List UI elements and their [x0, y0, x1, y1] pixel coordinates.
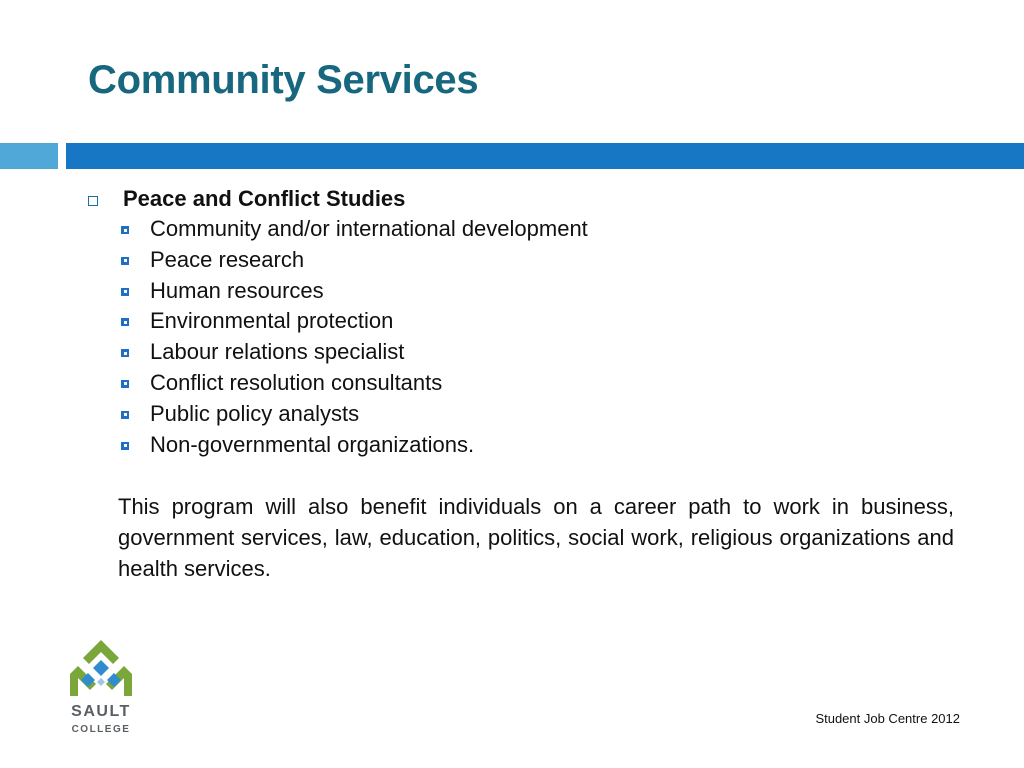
square-bullet-icon [121, 288, 129, 296]
square-bullet-icon [121, 226, 129, 234]
header-bar [66, 143, 1024, 169]
body-paragraph: This program will also benefit individuals on a career path to work in business, government services, law, education, politics, social work, religious organizations and health services. [118, 494, 954, 581]
list-item [88, 216, 968, 247]
footer-text: Student Job Centre 2012 [815, 711, 960, 726]
square-bullet-icon [121, 380, 129, 388]
level1-bullet-item [88, 186, 968, 216]
square-bullet-icon [121, 257, 129, 265]
hollow-square-bullet-icon [88, 196, 98, 206]
square-bullet-icon [121, 349, 129, 357]
list-item [88, 432, 968, 463]
list-item [88, 370, 968, 401]
list-item-text: Public policy analysts [150, 400, 360, 426]
square-bullet-icon [121, 318, 129, 326]
list-item [88, 308, 968, 339]
logo-text-sault: SAULT [71, 703, 131, 720]
header-bar-accent [0, 143, 58, 169]
list-item-text: Non-governmental organizations. [150, 431, 475, 457]
list-item-text: Labour relations specialist [150, 339, 405, 365]
logo-text-college: COLLEGE [71, 724, 131, 735]
square-bullet-icon [121, 411, 129, 419]
sault-college-logo [64, 638, 138, 742]
sub-bullet-list [88, 216, 968, 462]
list-item-text: Peace research [150, 246, 305, 272]
list-item-text: Environmental protection [150, 308, 394, 334]
square-bullet-icon [121, 442, 129, 450]
list-item-text: Conflict resolution consultants [150, 369, 443, 395]
list-item-text: Community and/or international development [150, 216, 588, 241]
slide-title: Community Services [88, 58, 479, 102]
list-item [88, 401, 968, 432]
list-item-text: Human resources [150, 277, 324, 303]
list-item [88, 278, 968, 309]
list-item [88, 247, 968, 278]
section-heading: Peace and Conflict Studies [123, 186, 406, 211]
list-item [88, 339, 968, 370]
content-area [88, 186, 968, 462]
college-emblem-icon [64, 638, 138, 702]
